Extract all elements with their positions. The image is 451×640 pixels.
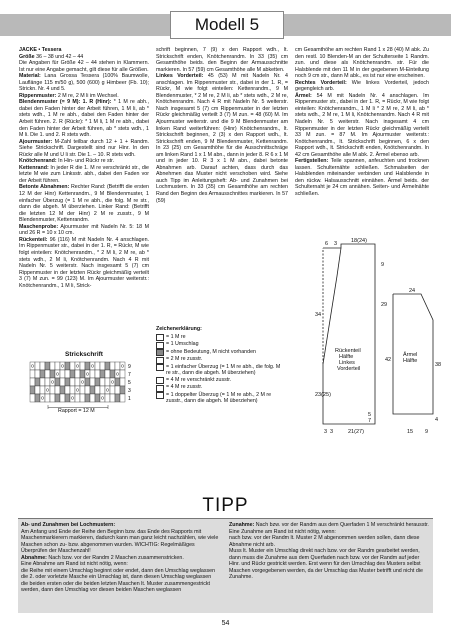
paragraph-text: nach bzw. vor der Randm lt. Muster 2 M abgenommen werden sollen, dann diese Abnahme nicht arb. — [229, 535, 420, 548]
chart-cell — [85, 394, 90, 402]
paragraph-text: In jeder R die 1. M re verschränkt str., die letzte M wie zum Linksstr. abh., dabei den Faden vor der Arbeit führen. — [19, 164, 149, 184]
tipp-left-column — [21, 522, 221, 594]
chart-cell — [95, 362, 100, 370]
legend-items — [156, 334, 286, 405]
chart-cell — [35, 370, 40, 378]
paragraph-text: 45 (53) M mit Nadeln Nr. 4 anschlagen. Im Rippenmuster str., dabei in der 1. R, = Rückr, M wie folgt einteilen: Kettenrandm., 9 M Blendenmuster, * 2 M re, 2 M li, ab * stets wdh., 2 M re, Knötchenrandm. Nach 4 R mit Nadeln Nr. 5 weiterstr. Nach insgesamt 5 (7) cm Rippenmuster in der letzten Rückr gleichmäßig verteilt 3 (7) M zun. = 48 (60) M. Im Ajourmuster weiterstr. und die 9 M Blendenmuster am linken Rand weiterführen: (Hinr) Knötchenrandm., lt. Strickschrift beginnen, 2 (3) x den Rapport wdh., lt. Strickschrift enden, 9 M Blendenmuster, Kettenrandm. In 23 (25) cm Gesamthöhe für die Ausschnittschräge am linken Rand 1 x 1 M abn., dann in jeder 8. R 6 x 1 M und in jeder 10. R 3 x 1 M abn., dabei betonte Abnahmen arb. Darauf achten, dass durch das Abnehmen das Muster nicht verschoben wird. Siehe auch Tipp im Anleitungsheft: Ab- und Zunahmen bei Lochmustern. In 33 (35) cm Gesamthöhe am rechten Rand den Beginn des Armausschnittes markieren. In 57 (59) — [156, 73, 288, 204]
chart-cell — [65, 394, 70, 402]
chart-cell — [120, 370, 125, 378]
paragraph-lead: Blendenmuster (= 9 M): 1. R (Hinr): — [19, 99, 112, 106]
legend-title: Zeichenerklärung: — [156, 326, 202, 332]
text-paragraph — [19, 184, 149, 223]
chart-cell — [75, 386, 80, 394]
paragraph-text: Die Angaben für Größe 42 – 44 stehen in Klammern. Ist nur eine Angabe gemacht, gilt diese für alle Größen. — [19, 60, 149, 73]
tipp-right-column — [229, 522, 429, 581]
chart-cell — [115, 362, 120, 370]
chart-row-number: 3 — [128, 388, 131, 394]
chart-cell — [35, 386, 40, 394]
chart-cell — [90, 370, 95, 378]
chart-cell — [90, 394, 95, 402]
chart-cell — [55, 370, 60, 378]
chart-cell — [65, 378, 70, 386]
paragraph-text: Ajourmuster mit Nadeln Nr. 5: 18 M und 26 R = 10 x 10 cm. — [19, 223, 149, 237]
chart-row-number: 5 — [128, 380, 131, 386]
chart-cell — [120, 362, 125, 370]
chart-row-number: 9 — [128, 364, 131, 370]
text-paragraph — [229, 535, 429, 548]
chart-cell — [60, 386, 65, 394]
chart-cell — [100, 394, 105, 402]
dim-34: 34 — [315, 312, 322, 318]
paragraph-text: Nach bzw. vor der Randm 2 Maschen zusammenstricken. — [46, 554, 184, 561]
chart-cell — [115, 386, 120, 394]
chart-cell — [65, 362, 70, 370]
size-schematic — [293, 236, 442, 441]
paragraph-text: Am Anfang und Ende der Reihe den Beginn bzw. das Ende des Rapports mit Maschenmarkierern markieren, dadurch kann man ganz leicht nachzählen, wie viele Maschen schon zu- bzw. abgenommen wurden. WICHTIG: Regelmäßiges Überprüfen der Maschenzahl! — [21, 528, 219, 555]
legend-text: = ohne Bedeutung, M nicht vorhanden — [166, 348, 256, 355]
page-number: 54 — [221, 620, 230, 627]
chart-cell — [70, 362, 75, 370]
chart-cell — [100, 378, 105, 386]
paragraph-text: 54 M mit Nadeln Nr. 4 anschlagen. Im Rippenmuster str., dabei in der 1. R, = Rückr, M wie folgt einteilen: Knötchenrandm., 1 M li * 2 M re, 2 M li, ab * stets wdh., 2 M re, 1 M li, Knötchenrandm. Nach 4 R mit Nadeln Nr. 5 weiterstr. Nach insgesamt 4 cm Rippenmuster in der letzten Rückr gleichmäßig verteilt 33 M zun. = 87 M. Im Ajourmuster weiterstr.: Knötchenrandm., lt. Strickschrift beginnen, 6 x den Rapport wdh., lt. Strickschrift enden, Knötchenrandm. In 42 cm Gesamthöhe alle M abk. 2. Ärmel ebenso arb. — [295, 92, 429, 158]
chart-cell — [50, 386, 55, 394]
legend-text: = 4 M re verschränkt zusstr. — [166, 376, 232, 383]
chart-cell — [110, 394, 115, 402]
legend-symbol-icon — [156, 334, 164, 341]
paragraph-text: Rechter Rand: (Betrifft die ersten 12 M der Hinr) Kettenrandm., 9 M Blendenmuster, 1 einfacher Überzug (= 1 M re abh., die folg. M re str., dann die abgeh. M überziehen. Linker Rand: (Betrifft die letzten 12 M der Hinr) 2 M re zusstr., 9 M Blendenmuster, Kettenrandm. — [19, 184, 150, 224]
paragraph-lead: Knötchenrand: — [19, 158, 57, 165]
legend-item — [156, 341, 286, 349]
text-paragraph — [229, 548, 429, 581]
chart-row-number: 1 — [128, 396, 131, 402]
paragraph-text: Teile spannen, anfeuchten und trocknen lassen. Schulternähte schließen. Schmalseiten der Halsblenden miteinander verbinden und Halsblende in den rückw. Halsausschnitt einnähen. Ärmel beids. der Schulternaht je 24 cm annähen. Seiten- und Ärmelnähte schließen. — [295, 158, 429, 198]
paragraph-lead: Abnahme: — [21, 554, 47, 561]
text-paragraph — [295, 80, 429, 93]
knitting-chart — [26, 361, 144, 409]
chart-cell — [30, 386, 35, 394]
chart-row-number: 7 — [128, 372, 131, 378]
label-aermel: Ärmel — [403, 352, 418, 358]
chart-cell — [55, 378, 60, 386]
chart-cell — [70, 394, 75, 402]
chart-cell — [85, 378, 90, 386]
legend-text: = 1 M re — [166, 333, 186, 340]
legend-symbol-icon — [156, 357, 164, 364]
chart-cell — [100, 370, 105, 378]
chart-cell — [105, 370, 110, 378]
label-vorderteil: Vorderteil — [337, 366, 361, 372]
rapport-label: Rapport = 12 M — [58, 408, 95, 414]
chart-cell — [105, 394, 110, 402]
instructions-column-3 — [295, 47, 429, 198]
dim-3: 3 — [334, 241, 338, 247]
dim-3-right: 3 — [330, 429, 334, 435]
text-paragraph — [19, 60, 149, 73]
chart-cell — [90, 386, 95, 394]
chart-cell — [70, 386, 75, 394]
paragraph-lead: Ajourmuster: — [19, 138, 53, 145]
chart-cell — [120, 378, 125, 386]
text-paragraph — [19, 99, 149, 138]
paragraph-text: Lana Grossa Tessera (100% Baumwolle, Lauflänge 115 m/50 g), 500 (600) g Himbeer (Fb. 10); Strickn. Nr. 4 und 5. — [19, 73, 149, 93]
paragraph-text: die 2. oder vorletzte Masche ein Umschlag ist, dann diesen Umschlag weglassen — [21, 574, 212, 581]
paragraph-lead: JACKE • Tessera — [19, 47, 62, 53]
tipp-heading: TIPP — [202, 495, 249, 516]
chart-cell — [30, 394, 35, 402]
chart-cell — [50, 362, 55, 370]
label-linkes: Linkes — [339, 360, 355, 366]
chart-cell — [55, 362, 60, 370]
instructions-column-2 — [156, 47, 288, 204]
chart-cell — [90, 362, 95, 370]
chart-cell — [45, 386, 50, 394]
paragraph-lead: Ab- und Zunahmen bei Lochmustern: — [21, 522, 116, 528]
page-title: Modell 5 — [170, 11, 284, 39]
text-paragraph — [21, 529, 221, 555]
legend-item — [156, 349, 286, 357]
paragraph-text: Nach bzw. vor der Randm aus dem Querfaden 1 M verschränkt herausstr. — [254, 522, 429, 528]
paragraph-text: 96 (116) M mit Nadeln Nr. 4 anschlagen. Im Rippenmuster str., dabei in der 1. R, = Rückr, M wie folgt einteilen: Knötchenrandm., * 2 M li, 2 M re, ab * stets wdh., 2 M li, Knötchenrandm. Nach 4 R mit Nadeln Nr. 5 weiterstr. Nach insgesamt 5 (7) cm Rippenmuster in der letzten Rückr gleichmäßig verteilt 3 (7) M zun. = 99 (123) M. Im Ajourmuster weiterstr.: Knötchenrandm., 1 M li, Strick- — [19, 236, 149, 289]
chart-cell — [55, 394, 60, 402]
chart-cell — [40, 378, 45, 386]
chart-cell — [75, 394, 80, 402]
chart-cell — [40, 394, 45, 402]
chart-cell — [120, 394, 125, 402]
chart-cell — [65, 386, 70, 394]
chart-cell — [50, 394, 55, 402]
chart-cell — [35, 378, 40, 386]
text-paragraph — [156, 47, 288, 73]
chart-cell — [75, 378, 80, 386]
text-paragraph — [295, 158, 429, 197]
dim-9: 9 — [381, 262, 385, 268]
paragraph-text: die Reihe mit einem Umschlag beginnt oder endet, dann den Umschlag weglassen — [21, 567, 216, 574]
chart-cell — [45, 394, 50, 402]
paragraph-text: Wie linkes Vorderteil, jedoch gegengleich arb. — [295, 79, 429, 93]
dim-21-27: 21(27) — [348, 429, 364, 435]
chart-cell — [30, 370, 35, 378]
legend-text: = 1 doppelter Überzug (= 1 M re abh., 2 M re zusstr., dann die abgeh. M überziehen) — [166, 391, 272, 405]
legend-item — [156, 356, 286, 364]
chart-cell — [45, 362, 50, 370]
chart-cell — [115, 370, 120, 378]
legend-text: = 1 Umschlag — [166, 341, 199, 348]
text-paragraph — [295, 93, 429, 158]
chart-cell — [85, 362, 90, 370]
chart-cell — [85, 370, 90, 378]
label-aermel-haelfte: Hälfte — [403, 358, 418, 364]
dim-15: 15 — [407, 429, 414, 435]
paragraph-text: schrift beginnen, 7 (9) x den Rapport wdh., lt. Strickschrift enden, Knötchenrandm. In 33 (35) cm Gesamthöhe beids. den Beginn der Armausschnitte markieren. In 57 (59) cm Gesamthöhe alle M abketten. — [156, 47, 288, 73]
chart-cell — [35, 394, 40, 402]
chart-cell — [45, 378, 50, 386]
dim-23-25: 23(25) — [315, 392, 331, 398]
dim-24: 24 — [409, 288, 416, 294]
dim-9-sleeve: 9 — [425, 429, 429, 435]
chart-cell — [55, 386, 60, 394]
paragraph-lead: Linkes Vorderteil: — [156, 73, 204, 80]
paragraph-text: M-Zahl teilbar durch 12 + 1 + Randm. Siehe Strickschrift. Dargestellt sind nur Hinr. In den Rückr alle M und U li str. Die 1. – 10. R stets wdh. — [19, 138, 149, 158]
paragraph-lead: Material: — [19, 73, 41, 80]
legend-item — [156, 384, 286, 392]
paragraph-text: cm Gesamthöhe am rechten Rand 1 x 28 (40) M abk. Zu den restl. 10 Blenden-M an der Schulterseite 1 Randm. zun. und diese als Knötchenrandm. str. Für die Halsblende mit den 11 M in der gegebenen M-Einteilung noch 9 cm str., dann M abk., es ist nur eine erscheinen. — [295, 47, 429, 80]
legend-symbol-icon — [156, 349, 164, 356]
dim-3-left: 3 — [324, 429, 328, 435]
dim-18-24: 18(24) — [351, 238, 367, 244]
legend-item — [156, 377, 286, 385]
chart-cell — [95, 394, 100, 402]
chart-cell — [75, 370, 80, 378]
chart-cell — [105, 378, 110, 386]
dim-4: 4 — [435, 417, 439, 423]
chart-cell — [45, 370, 50, 378]
text-paragraph — [19, 165, 149, 185]
chart-cell — [60, 394, 65, 402]
chart-grid — [30, 362, 125, 402]
paragraph-lead: Rückenteil: — [19, 236, 48, 243]
legend-symbol-icon — [156, 385, 164, 392]
text-paragraph — [19, 73, 149, 93]
chart-cell — [30, 378, 35, 386]
chart-cell — [65, 370, 70, 378]
instructions-column-1 — [19, 47, 149, 289]
dim-38: 38 — [435, 362, 442, 368]
legend-symbol-icon — [156, 364, 164, 371]
chart-cell — [80, 378, 85, 386]
label-haelfte: Hälfte — [339, 354, 354, 360]
dim-5: 5 — [368, 412, 372, 418]
chart-cell — [120, 386, 125, 394]
chart-cell — [115, 378, 120, 386]
legend-text: = 1 einfacher Überzug (= 1 M re abh., die folg. M re str., dann die abgeh. M überziehen) — [166, 363, 281, 377]
chart-cell — [50, 378, 55, 386]
paragraph-text: Muss lt. Muster ein Umschlag direkt nach bzw. vor der Randm gearbeitet werden, dann muss die Zunahme aus dem Querfaden nach bzw. vor der Randm auf jeder Hinr. und Rückr gestrickt werden. Erst wenn für den Umschlag des Musters selbst Maschen vorgegebenen werden, da der Umschlag das Muster betrifft und nicht die Zunahme. — [229, 548, 423, 581]
chart-cell — [75, 362, 80, 370]
paragraph-lead: Ärmel: — [295, 92, 312, 99]
paragraph-text: die beiden ersten oder die beiden letzten Maschen lt. Muster zusammengestrickt werden, dann den Umschlag vor diesen beiden Maschen weglassen — [21, 580, 211, 594]
chart-cell — [95, 386, 100, 394]
legend-item — [156, 364, 286, 377]
paragraph-text: Eine Zunahme am Rand ist nicht nötig, wenn: — [229, 528, 336, 535]
text-paragraph — [156, 73, 288, 204]
chart-cell — [110, 378, 115, 386]
symbol-legend — [156, 326, 286, 405]
chart-cell — [80, 394, 85, 402]
paragraph-lead: Kettenrand: — [19, 164, 49, 171]
paragraph-lead: Rechtes Vorderteil: — [295, 79, 347, 86]
text-paragraph — [19, 224, 149, 237]
chart-cell — [90, 378, 95, 386]
text-paragraph — [19, 237, 149, 289]
dim-29: 29 — [381, 302, 388, 308]
tipp-box — [18, 519, 433, 613]
paragraph-text: 2 M re, 2 M li im Wechsel. — [56, 92, 119, 99]
chart-cell — [60, 362, 65, 370]
chart-cell — [80, 370, 85, 378]
chart-cell — [110, 362, 115, 370]
chart-title: Strickschrift — [65, 351, 103, 358]
legend-item — [156, 334, 286, 342]
chart-cell — [30, 362, 35, 370]
chart-cell — [40, 362, 45, 370]
chart-cell — [105, 362, 110, 370]
dim-42: 42 — [385, 357, 392, 363]
chart-cell — [80, 386, 85, 394]
chart-cell — [40, 386, 45, 394]
chart-cell — [60, 370, 65, 378]
paragraph-lead: Größe — [19, 53, 35, 60]
dim-6: 6 — [325, 241, 329, 247]
chart-cell — [105, 386, 110, 394]
chart-cell — [70, 370, 75, 378]
chart-cell — [85, 386, 90, 394]
chart-cell — [70, 378, 75, 386]
paragraph-text: Eine Abnahme am Rand ist nicht nötig, wenn: — [21, 561, 128, 568]
chart-cell — [95, 370, 100, 378]
legend-symbol-icon — [156, 392, 164, 399]
chart-cell — [115, 394, 120, 402]
dim-7: 7 — [368, 418, 372, 424]
chart-cell — [110, 370, 115, 378]
chart-cell — [100, 362, 105, 370]
legend-text: = 4 M re zusstr. — [166, 384, 203, 391]
paragraph-text: 36 – 38 und 42 – 44 — [34, 53, 84, 60]
paragraph-text: * 1 M re abh., dabei den Faden hinter der Arbeit führen, 1 M li, ab * stets wdh., 1 M re abh., dabei den Faden hinter der Arbeit führen. 2. R (Rückr): * 1 M li, 1 M re abh., dabei den Faden hinter der Arbeit führen, ab * stets wdh., 1 M li. Die 1. und 2. R stets wdh. — [19, 99, 149, 139]
label-rueckenteil: Rückenteil — [335, 348, 361, 354]
text-paragraph — [19, 139, 149, 159]
chart-cell — [95, 378, 100, 386]
text-paragraph — [21, 581, 221, 594]
legend-item — [156, 392, 286, 405]
legend-text: = 2 M re zusstr. — [166, 356, 203, 363]
chart-row-numbers — [128, 364, 131, 402]
paragraph-lead: Zunahme: — [229, 522, 255, 528]
chart-cell — [80, 362, 85, 370]
chart-cell — [50, 370, 55, 378]
chart-cell — [110, 386, 115, 394]
paragraph-lead: Rippenmuster: — [19, 92, 57, 99]
paragraph-lead: Betonte Abnahmen: — [19, 184, 70, 191]
paragraph-lead: Maschenprobe: — [19, 223, 59, 230]
paragraph-lead: Fertigstellen: — [295, 158, 329, 165]
legend-symbol-icon — [156, 342, 164, 349]
paragraph-text: In Hin- und Rückr re str. — [56, 158, 115, 165]
legend-symbol-icon — [156, 377, 164, 384]
chart-cell — [60, 378, 65, 386]
chart-cell — [35, 362, 40, 370]
text-paragraph — [295, 47, 429, 80]
chart-cell — [100, 386, 105, 394]
chart-cell — [40, 370, 45, 378]
